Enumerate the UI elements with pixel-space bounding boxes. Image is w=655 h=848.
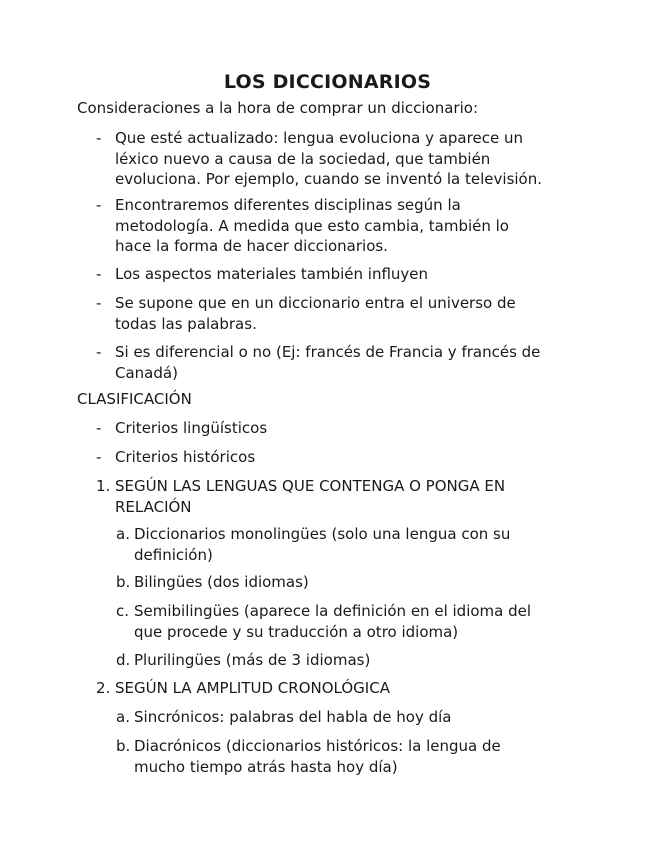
list-item-text: Se supone que en un diccionario entra el universo de todas las palabras. (115, 294, 516, 333)
sub-list-item-text: Semibilingües (aparece la definición en el idioma del que procede y su traducción a otro idioma) (134, 602, 532, 641)
list-item-text: Encontraremos diferentes disciplinas según la metodología. A medida que esto cambia, también lo hace la forma de hacer diccionarios. (115, 196, 509, 255)
list-item-text: Los aspectos materiales también influyen (115, 265, 429, 283)
sub-list-item-text: Plurilingües (más de 3 idiomas) (134, 651, 371, 669)
list-item-text: Criterios lingüísticos (115, 419, 268, 437)
sub-item-letter: c. (116, 602, 130, 620)
dash-bullet: - (96, 129, 102, 147)
dash-bullet: - (96, 196, 102, 214)
section-number: 1. (96, 477, 111, 495)
sub-item-letter: a. (116, 525, 130, 543)
dash-bullet: - (96, 448, 102, 466)
sub-list-item-text: Sincrónicos: palabras del habla de hoy día (134, 708, 452, 726)
sub-item-letter: b. (116, 737, 131, 755)
list-item-text: Criterios históricos (115, 448, 256, 466)
intro-paragraph: Consideraciones a la hora de comprar un diccionario: (77, 99, 479, 117)
section-heading: SEGÚN LAS LENGUAS QUE CONTENGA O PONGA EN RELACIÓN (115, 477, 506, 516)
section-number: 2. (96, 679, 111, 697)
classification-heading: CLASIFICACIÓN (77, 390, 192, 408)
sub-list-item-text: Diacrónicos (diccionarios históricos: la lengua de mucho tiempo atrás hasta hoy día) (134, 737, 501, 776)
dash-bullet: - (96, 419, 102, 437)
list-item-text: Que esté actualizado: lengua evoluciona y aparece un léxico nuevo a causa de la sociedad, que también evoluciona. Por ejemplo, cuando se inventó la televisión. (115, 129, 543, 188)
list-item-text: Si es diferencial o no (Ej: francés de Francia y francés de Canadá) (115, 343, 541, 382)
sub-list-item-text: Diccionarios monolingües (solo una lengua con su definición) (134, 525, 511, 564)
sub-item-letter: a. (116, 708, 130, 726)
dash-bullet: - (96, 343, 102, 361)
sub-item-letter: b. (116, 573, 131, 591)
sub-list-item-text: Bilingües (dos idiomas) (134, 573, 309, 591)
dash-bullet: - (96, 265, 102, 283)
document-title: LOS DICCIONARIOS (223, 71, 432, 93)
section-heading: SEGÚN LA AMPLITUD CRONOLÓGICA (115, 679, 390, 697)
dash-bullet: - (96, 294, 102, 312)
sub-item-letter: d. (116, 651, 131, 669)
